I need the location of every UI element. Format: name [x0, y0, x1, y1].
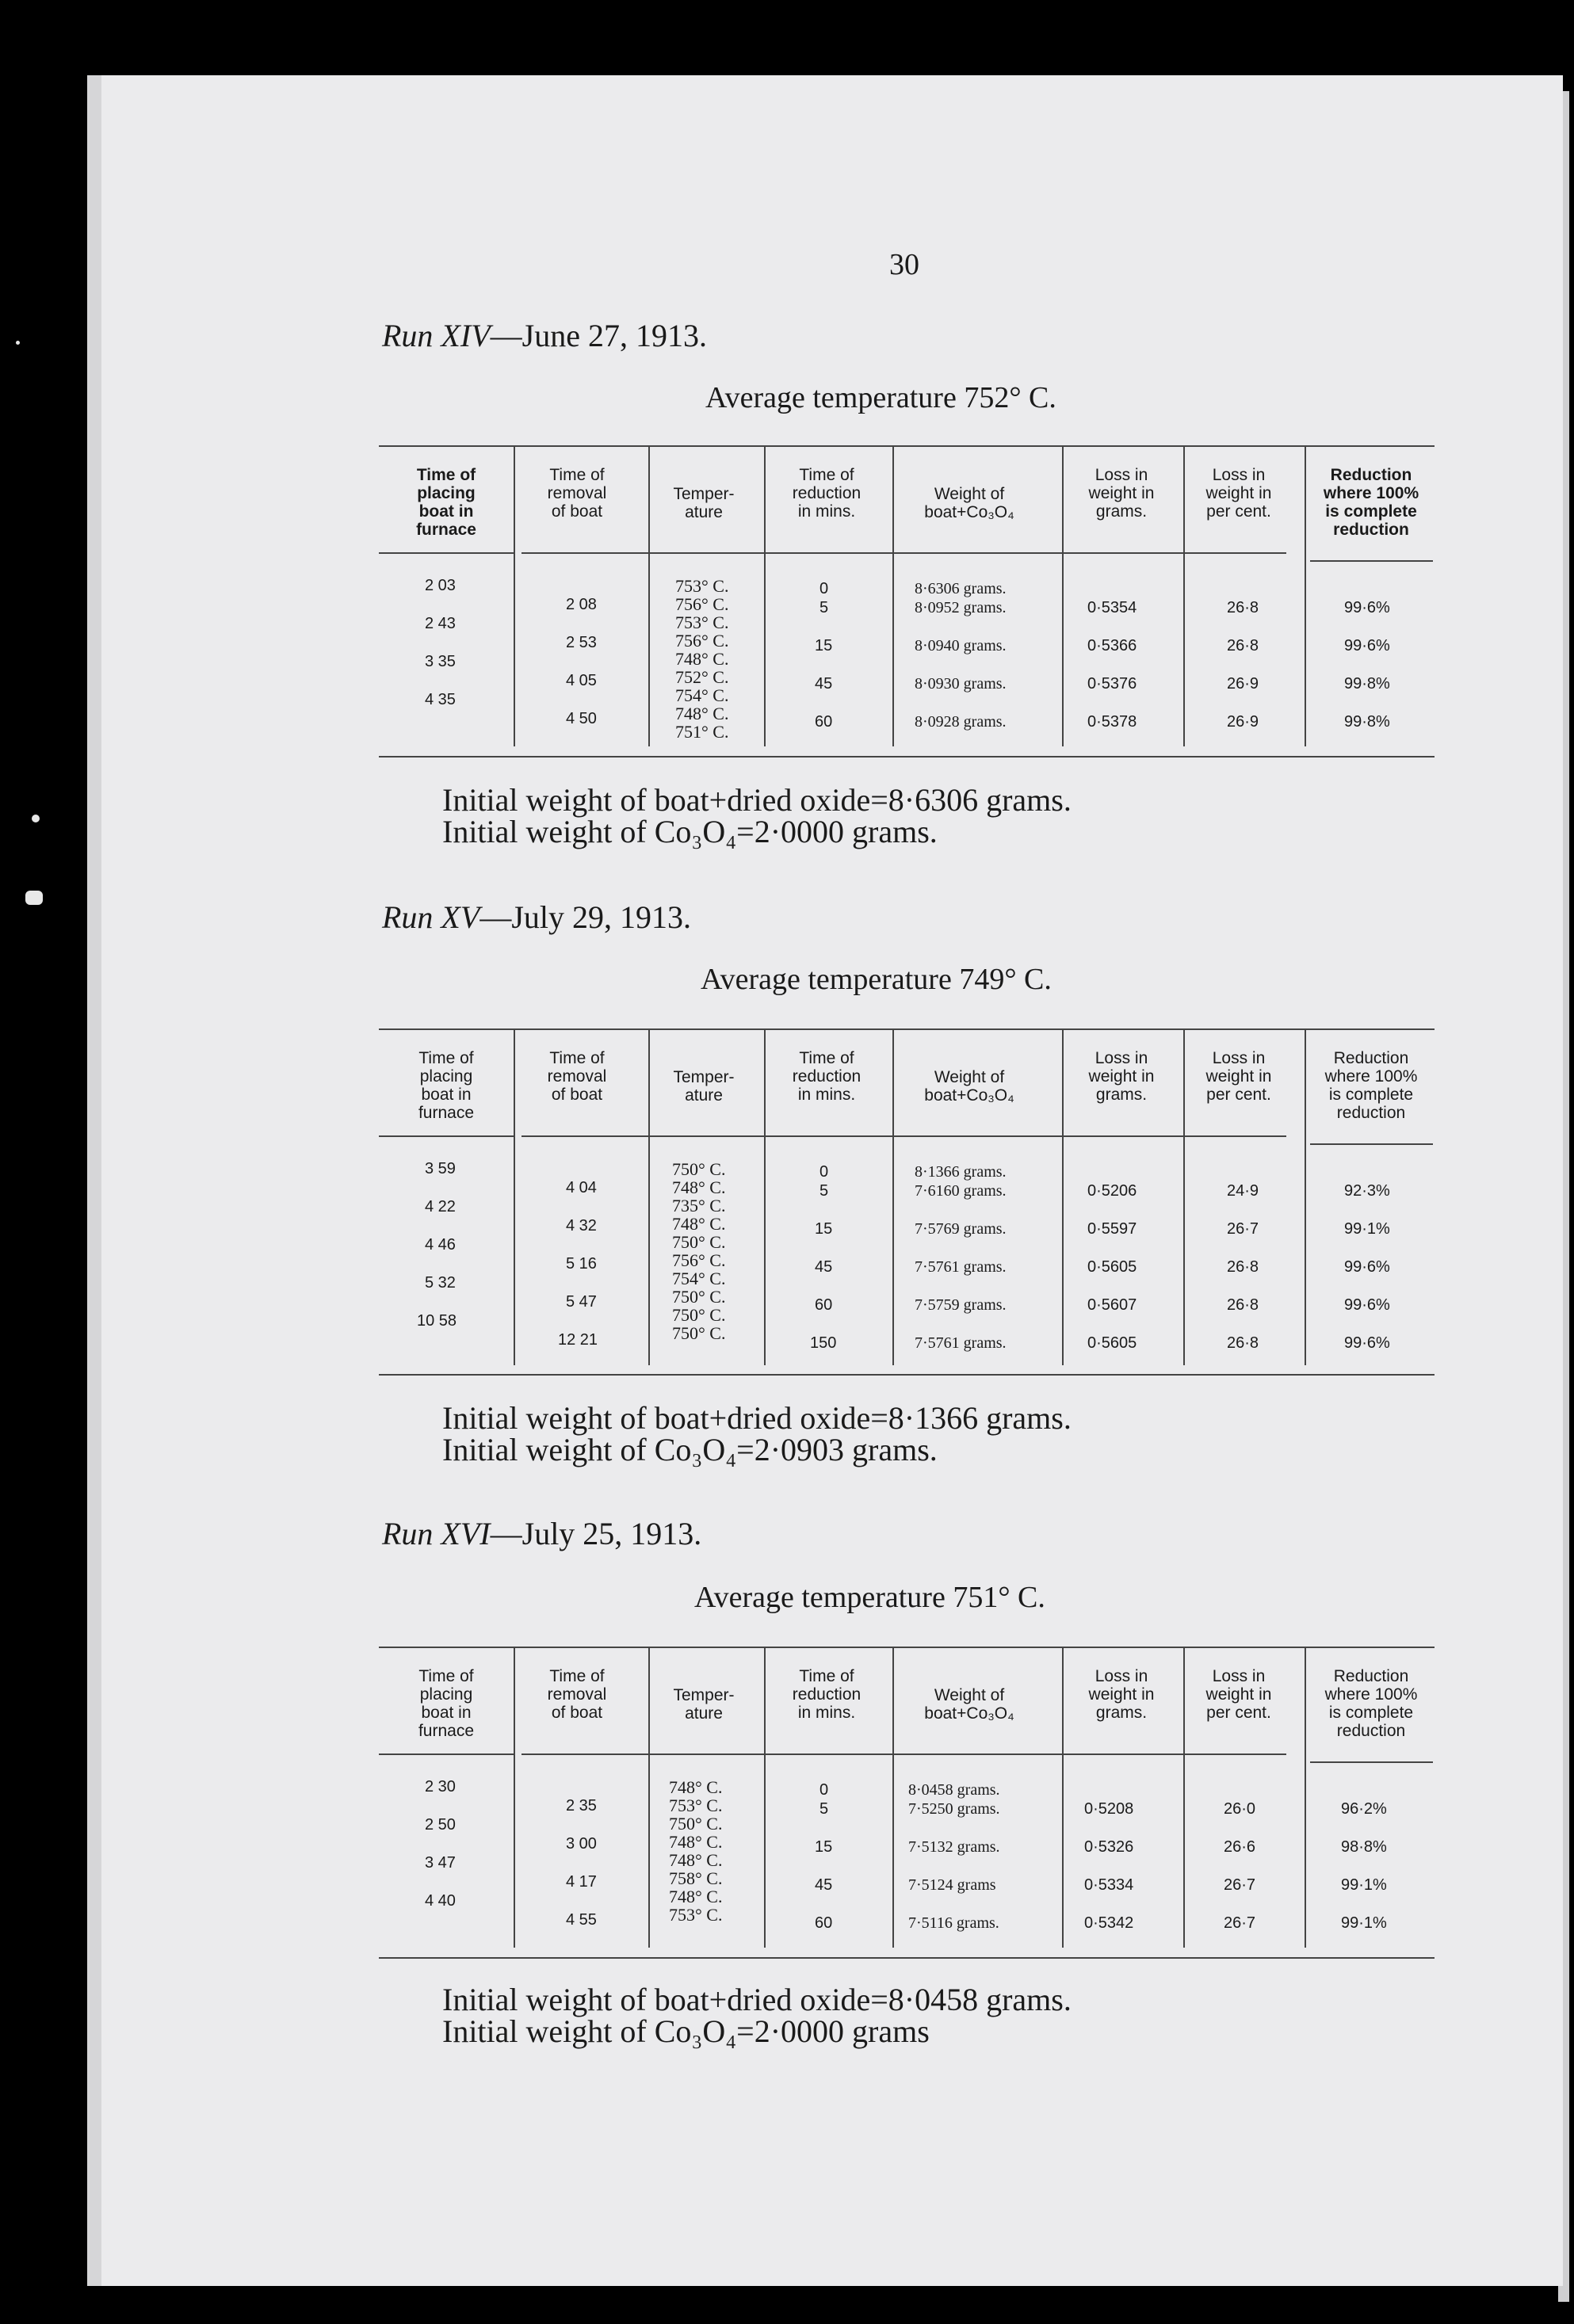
loss-percent: 26·8	[1227, 637, 1259, 654]
reduction-percent: 96·2%	[1341, 1800, 1387, 1818]
temperature-list: 748° C. 753° C. 750° C. 748° C. 748° C. 758° C. 748° C. 753° C.	[669, 1777, 723, 1925]
header-rule	[521, 552, 1286, 554]
initial-weight-oxide: Initial weight of boat+dried oxide=8·0458 grams.	[442, 1982, 1072, 2017]
header-loss-percent: Loss in weight in per cent.	[1205, 466, 1272, 521]
removal-time: 2 53	[566, 634, 597, 651]
run-title-italic: Run XIV	[382, 318, 491, 353]
reduction-percent: 99·6%	[1344, 1258, 1390, 1276]
column-rule	[892, 1647, 894, 1948]
weight-value: 8·0928 grams.	[915, 713, 1007, 731]
reduction-minutes: 45	[815, 1876, 833, 1894]
reduction-percent: 99·6%	[1344, 599, 1390, 616]
column-rule	[648, 1028, 650, 1365]
header-reduction-time: Time of reduction in mins.	[792, 466, 861, 521]
header-placing: Time of placing boat in furnace	[418, 1667, 475, 1740]
column-rule	[1062, 1028, 1064, 1365]
placing-time: 3 35	[425, 653, 456, 670]
placing-time: 4 46	[425, 1236, 456, 1254]
header-placing: Time of placing boat in furnace	[418, 1049, 475, 1122]
header-loss-percent: Loss in weight in per cent.	[1205, 1049, 1272, 1104]
column-rule	[1183, 1028, 1185, 1365]
run-title-italic: Run XVI	[382, 1516, 491, 1551]
weight-value: 7·5124 grams	[908, 1876, 996, 1894]
reduction-minutes: 60	[815, 713, 833, 731]
page-number: 30	[889, 248, 919, 281]
table-top-rule	[379, 1647, 1435, 1648]
loss-percent: 26·0	[1224, 1800, 1256, 1818]
reduction-minutes: 5	[819, 1182, 829, 1200]
header-weight: Weight of boat+Co₃O₄	[924, 1686, 1014, 1723]
placing-time: 4 35	[425, 691, 456, 708]
initial-weight-oxide: Initial weight of boat+dried oxide=8·1366 grams.	[442, 1400, 1072, 1436]
run-title-italic: Run XV	[382, 899, 480, 935]
weight-value: 7·5761 grams.	[915, 1258, 1007, 1276]
loss-percent: 26·6	[1224, 1838, 1256, 1856]
weight-value: 8·1366 grams.	[915, 1163, 1007, 1181]
removal-time: 5 47	[566, 1293, 597, 1311]
column-rule	[1183, 445, 1185, 746]
loss-grams: 0·5334	[1084, 1876, 1134, 1894]
removal-time: 2 08	[566, 596, 597, 613]
reduction-minutes: 45	[815, 675, 833, 693]
header-rule	[521, 1135, 1286, 1137]
column-rule	[514, 445, 515, 746]
weight-value: 7·6160 grams.	[915, 1182, 1007, 1200]
header-rule	[379, 1753, 514, 1755]
header-reduction: Reduction where 100% is complete reduction	[1323, 466, 1419, 539]
loss-grams: 0·5605	[1087, 1258, 1137, 1276]
header-reduction-time: Time of reduction in mins.	[792, 1049, 861, 1104]
reduction-minutes: 45	[815, 1258, 833, 1276]
header-removal: Time of removal of boat	[547, 1049, 607, 1104]
header-weight: Weight of boat+Co₃O₄	[924, 485, 1014, 521]
placing-time: 4 22	[425, 1198, 456, 1215]
loss-grams: 0·5342	[1084, 1914, 1134, 1932]
reduction-minutes: 0	[819, 1163, 829, 1181]
removal-time: 3 00	[566, 1835, 597, 1853]
loss-grams: 0·5208	[1084, 1800, 1134, 1818]
loss-percent: 26·7	[1227, 1220, 1259, 1238]
reduction-minutes: 150	[810, 1334, 837, 1352]
removal-time: 4 05	[566, 672, 597, 689]
header-rule	[1310, 560, 1433, 562]
initial-weight-oxide: Initial weight of boat+dried oxide=8·6306 grams.	[442, 782, 1072, 818]
reduction-percent: 99·1%	[1344, 1220, 1390, 1238]
column-rule	[892, 445, 894, 746]
header-reduction-time: Time of reduction in mins.	[792, 1667, 861, 1722]
reduction-minutes: 15	[815, 1838, 833, 1856]
header-rule	[379, 1135, 514, 1137]
table-top-rule	[379, 1028, 1435, 1030]
header-removal: Time of removal of boat	[547, 1667, 607, 1722]
reduction-minutes: 0	[819, 580, 829, 597]
run-title	[382, 899, 691, 936]
reduction-minutes: 15	[815, 637, 833, 654]
header-rule	[1310, 1143, 1433, 1145]
initial-weight-co3o4: Initial weight of Co₃O₄=2·0903 grams.	[442, 1432, 938, 1467]
placing-time: 2 30	[425, 1778, 456, 1795]
header-loss-grams: Loss in weight in grams.	[1088, 1667, 1155, 1722]
header-rule	[379, 552, 514, 554]
header-rule	[1310, 1761, 1433, 1763]
reduction-percent: 92·3%	[1344, 1182, 1390, 1200]
column-rule	[648, 445, 650, 746]
loss-percent: 26·7	[1224, 1876, 1256, 1894]
loss-grams: 0·5366	[1087, 637, 1137, 654]
reduction-percent: 99·6%	[1344, 1296, 1390, 1314]
header-loss-percent: Loss in weight in per cent.	[1205, 1667, 1272, 1722]
loss-percent: 26·8	[1227, 1258, 1259, 1276]
removal-time: 5 16	[566, 1255, 597, 1273]
average-temperature: Average temperature 752° C.	[705, 381, 1056, 414]
reduction-minutes: 0	[819, 1781, 829, 1799]
header-temperature: Temper- ature	[673, 1068, 735, 1105]
column-rule	[514, 1028, 515, 1365]
weight-value: 8·0930 grams.	[915, 675, 1007, 693]
column-rule	[1305, 1028, 1306, 1365]
loss-percent: 26·7	[1224, 1914, 1256, 1932]
removal-time: 12 21	[558, 1331, 598, 1349]
weight-value: 7·5132 grams.	[908, 1838, 1000, 1856]
placing-time: 2 03	[425, 577, 456, 594]
scan-speck	[32, 815, 40, 822]
column-rule	[1062, 445, 1064, 746]
loss-percent: 24·9	[1227, 1182, 1259, 1200]
scan-speck	[16, 341, 20, 345]
loss-percent: 26·9	[1227, 675, 1259, 693]
column-rule	[764, 1647, 766, 1948]
reduction-minutes: 15	[815, 1220, 833, 1238]
table-bottom-rule	[379, 756, 1435, 757]
weight-value: 7·5769 grams.	[915, 1220, 1007, 1238]
reduction-percent: 99·6%	[1344, 637, 1390, 654]
header-placing: Time of placing boat in furnace	[416, 466, 476, 539]
run-title-date: —June 27, 1913.	[490, 318, 707, 353]
placing-time: 3 59	[425, 1160, 456, 1177]
weight-value: 8·0458 grams.	[908, 1781, 1000, 1799]
header-removal: Time of removal of boat	[547, 466, 607, 521]
loss-grams: 0·5354	[1087, 599, 1137, 616]
loss-grams: 0·5378	[1087, 713, 1137, 731]
weight-value: 8·0940 grams.	[915, 637, 1007, 654]
removal-time: 4 50	[566, 710, 597, 727]
loss-percent: 26·9	[1227, 713, 1259, 731]
reduction-percent: 99·1%	[1341, 1914, 1387, 1932]
header-reduction: Reduction where 100% is complete reduction	[1324, 1049, 1418, 1122]
column-rule	[1062, 1647, 1064, 1948]
reduction-percent: 99·8%	[1344, 675, 1390, 693]
placing-time: 5 32	[425, 1274, 456, 1292]
temperature-list: 750° C. 748° C. 735° C. 748° C. 750° C. 756° C. 754° C. 750° C. 750° C. 750° C.	[672, 1159, 726, 1343]
initial-weight-co3o4: Initial weight of Co₃O₄=2·0000 grams	[442, 2013, 930, 2049]
column-rule	[1183, 1647, 1185, 1948]
average-temperature: Average temperature 749° C.	[701, 963, 1052, 996]
weight-value: 7·5761 grams.	[915, 1334, 1007, 1352]
column-rule	[764, 1028, 766, 1365]
run-table	[379, 1647, 1435, 1960]
reduction-percent: 99·8%	[1344, 713, 1390, 731]
header-loss-grams: Loss in weight in grams.	[1088, 466, 1155, 521]
average-temperature: Average temperature 751° C.	[694, 1581, 1045, 1614]
run-title-date: —July 29, 1913.	[479, 899, 691, 935]
table-bottom-rule	[379, 1957, 1435, 1959]
column-rule	[648, 1647, 650, 1948]
reduction-percent: 99·1%	[1341, 1876, 1387, 1894]
loss-percent: 26·8	[1227, 1296, 1259, 1314]
placing-time: 2 50	[425, 1816, 456, 1834]
reduction-minutes: 5	[819, 1800, 829, 1818]
removal-time: 4 17	[566, 1873, 597, 1891]
run-title	[382, 1515, 701, 1552]
removal-time: 2 35	[566, 1797, 597, 1815]
loss-grams: 0·5605	[1087, 1334, 1137, 1352]
loss-grams: 0·5376	[1087, 675, 1137, 693]
table-top-rule	[379, 445, 1435, 447]
column-rule	[764, 445, 766, 746]
placing-time: 3 47	[425, 1854, 456, 1872]
reduction-minutes: 60	[815, 1914, 833, 1932]
header-temperature: Temper- ature	[673, 485, 735, 521]
table-bottom-rule	[379, 1374, 1435, 1376]
reduction-percent: 98·8%	[1341, 1838, 1387, 1856]
placing-time: 2 43	[425, 615, 456, 632]
temperature-list: 753° C. 756° C. 753° C. 756° C. 748° C. 752° C. 754° C. 748° C. 751° C.	[675, 576, 729, 742]
run-table	[379, 1028, 1435, 1377]
weight-value: 7·5250 grams.	[908, 1800, 1000, 1818]
weight-value: 7·5759 grams.	[915, 1296, 1007, 1314]
loss-grams: 0·5607	[1087, 1296, 1137, 1314]
removal-time: 4 32	[566, 1217, 597, 1235]
header-reduction: Reduction where 100% is complete reduction	[1324, 1667, 1418, 1740]
initial-weight-co3o4: Initial weight of Co₃O₄=2·0000 grams.	[442, 814, 938, 849]
loss-grams: 0·5206	[1087, 1182, 1137, 1200]
reduction-minutes: 5	[819, 599, 829, 616]
header-loss-grams: Loss in weight in grams.	[1088, 1049, 1155, 1104]
placing-time: 4 40	[425, 1892, 456, 1910]
column-rule	[1305, 1647, 1306, 1948]
header-weight: Weight of boat+Co₃O₄	[924, 1068, 1014, 1105]
loss-grams: 0·5326	[1084, 1838, 1134, 1856]
loss-percent: 26·8	[1227, 599, 1259, 616]
header-temperature: Temper- ature	[673, 1686, 735, 1723]
weight-value: 8·6306 grams.	[915, 580, 1007, 597]
reduction-percent: 99·6%	[1344, 1334, 1390, 1352]
column-rule	[514, 1647, 515, 1948]
reduction-minutes: 60	[815, 1296, 833, 1314]
header-rule	[521, 1753, 1286, 1755]
removal-time: 4 55	[566, 1911, 597, 1929]
column-rule	[892, 1028, 894, 1365]
weight-value: 7·5116 grams.	[908, 1914, 999, 1932]
run-table	[379, 445, 1435, 759]
removal-time: 4 04	[566, 1179, 597, 1196]
column-rule	[1305, 445, 1306, 746]
loss-grams: 0·5597	[1087, 1220, 1137, 1238]
run-title	[382, 317, 707, 354]
weight-value: 8·0952 grams.	[915, 599, 1007, 616]
placing-time: 10 58	[417, 1312, 457, 1330]
scan-speck	[25, 891, 43, 905]
run-title-date: —July 25, 1913.	[490, 1516, 702, 1551]
loss-percent: 26·8	[1227, 1334, 1259, 1352]
